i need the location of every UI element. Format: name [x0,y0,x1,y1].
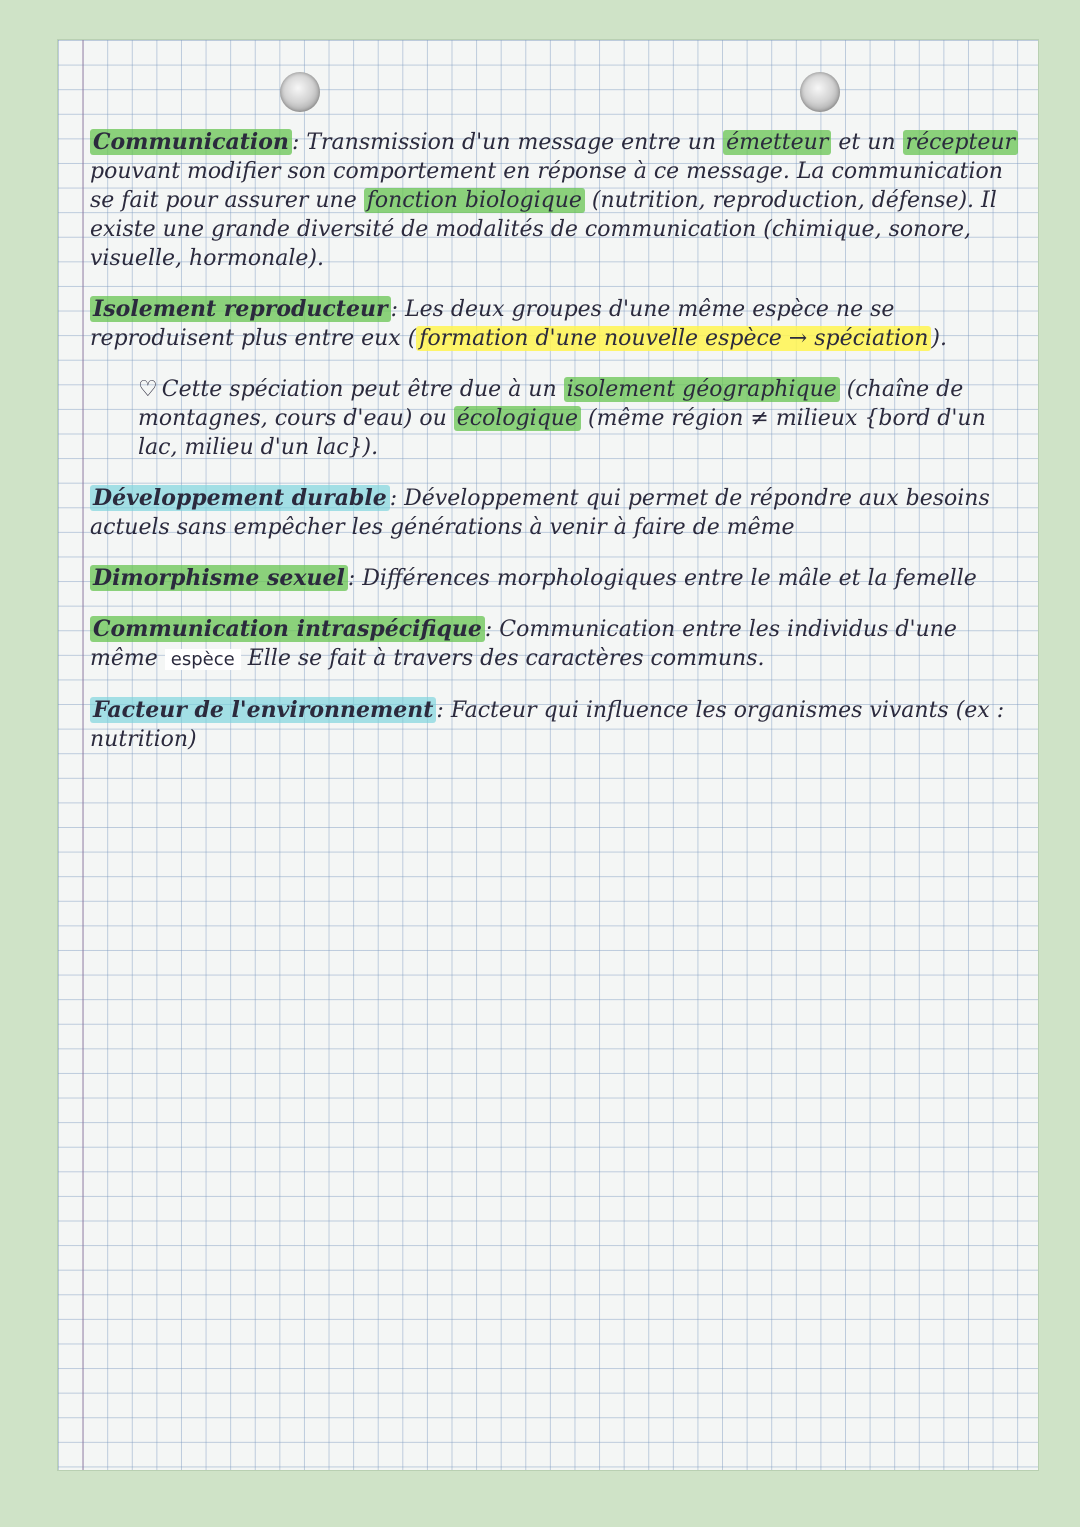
definition-text: et un [831,130,903,155]
definition-text: Cette spéciation peut être due à un [161,377,564,402]
definition-term: Développement durable [90,485,390,511]
definition-entry [90,484,1025,542]
term-separator: : [347,566,363,591]
heart-icon: ♡ [138,377,158,402]
term-separator: : [436,698,451,723]
definition-term: Dimorphisme sexuel [90,565,348,591]
definition-text: (nutrition, reproduction, défense). Il existe une grande diversité de modalités de communication (chimique, sonore, visuelle, hormonale). [90,188,997,271]
definition-term: Isolement reproducteur [90,296,391,322]
definition-text: Les deux groupes d'une même espèce ne se reproduisent plus entre eux ( [90,297,895,351]
definition-text: Elle se fait à travers des caractères communs. [240,646,765,671]
definition-text: (chaîne de montagnes, cours d'eau) ou [138,377,964,431]
definition-entry [90,295,1025,353]
notes-content [90,128,1025,776]
definition-text: Différences morphologiques entre le mâle et la femelle [362,566,977,591]
definition-text: pouvant modifier son comportement en réponse à ce message. La communication se fait pour assurer une [90,159,1003,213]
definition-text: Communication entre les individus d'une même [90,617,957,671]
term-separator: : [390,297,405,322]
punch-hole-right [800,72,840,112]
highlighted-text: isolement géographique [564,377,840,402]
speciation-note [138,375,1025,462]
definition-term: Facteur de l'environnement [90,697,436,723]
definition-entry [90,564,1025,593]
definition-term: Communication intraspécifique [90,616,485,642]
definition-text: (même région ≠ milieux {bord d'un lac, milieu d'un lac}). [138,406,986,460]
inline-label: espèce [165,649,241,670]
definition-text: Facteur qui influence les organismes vivants (ex : nutrition) [90,698,1005,752]
definition-term: Communication [90,129,292,155]
definition-entry [90,696,1025,754]
highlighted-text: formation d'une nouvelle espèce → spéciation [416,326,931,351]
punch-hole-left [280,72,320,112]
margin-line [82,40,84,1470]
definition-entry [90,615,1025,674]
definition-entry [90,128,1025,273]
highlighted-text: fonction biologique [364,188,585,213]
highlighted-text: écologique [454,406,581,431]
term-separator: : [484,617,500,642]
definition-text: Développement qui permet de répondre aux besoins actuels sans empêcher les générations à venir à faire de même [90,486,990,540]
definition-text: Transmission d'un message entre un [306,130,724,155]
highlighted-text: récepteur [903,130,1019,155]
definitions-list [90,128,1025,754]
term-separator: : [291,130,307,155]
highlighted-text: émetteur [723,130,831,155]
definition-text: ). [931,326,947,351]
term-separator: : [389,486,405,511]
